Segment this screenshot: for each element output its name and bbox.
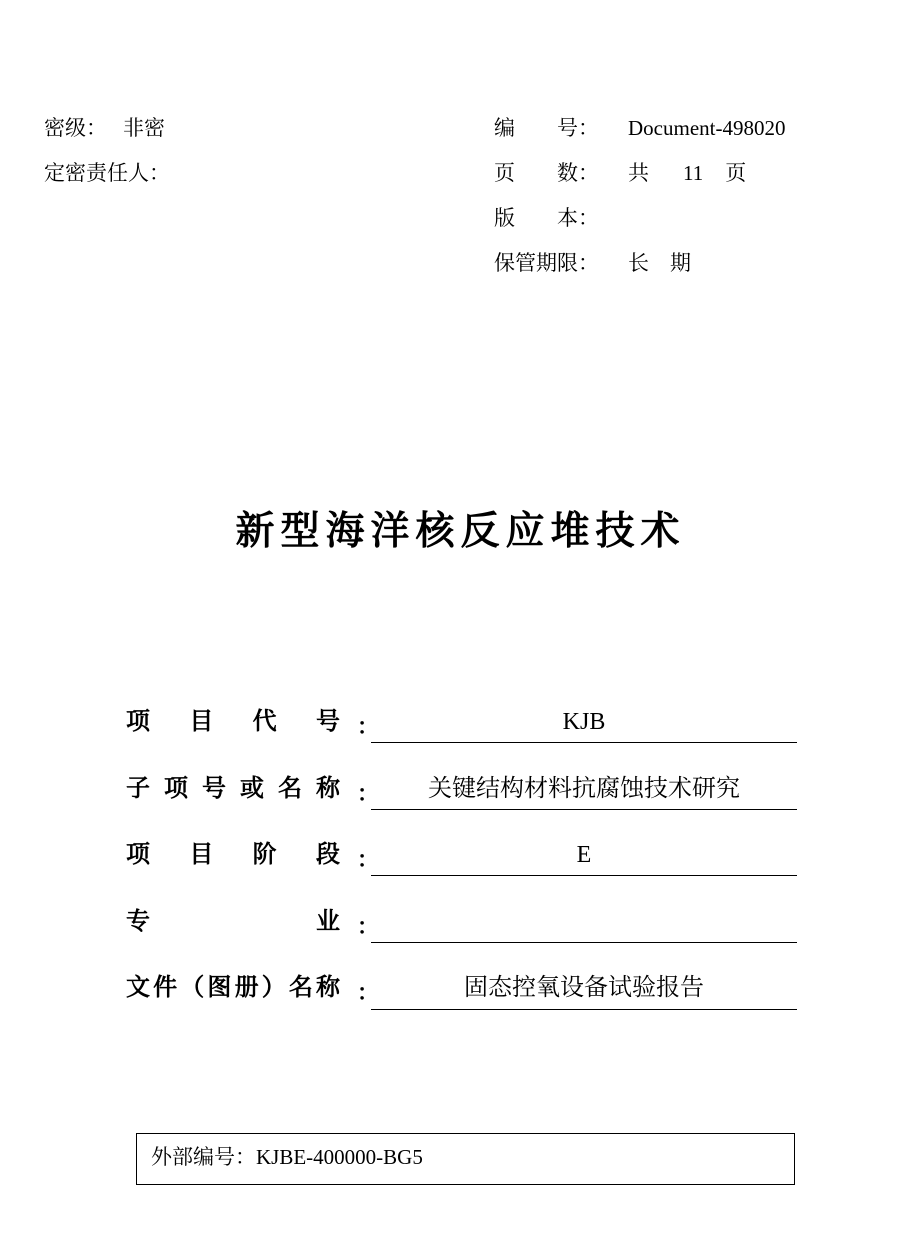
subproject-label: 子项号或名称 (126, 774, 340, 802)
document-name-label: 文件（图册）名称 (126, 973, 340, 1001)
specialty-label: 专业 (126, 907, 340, 935)
project-stage-value: E (576, 842, 592, 868)
project-stage-underline (371, 875, 797, 876)
page-count-prefix: 共 (628, 161, 649, 185)
classification-field (44, 116, 165, 140)
page-count-label: 页 数： (494, 161, 599, 185)
page-count-suffix: 页 (725, 161, 747, 185)
classification-value: 非密 (123, 116, 165, 140)
subproject-underline (371, 809, 797, 810)
responsible-person-field (44, 161, 170, 185)
project-stage-label: 项目阶段 (126, 840, 340, 868)
version-label: 版 本： (494, 206, 599, 230)
specialty-colon: ： (357, 915, 380, 940)
project-code-underline (371, 742, 797, 743)
page-count-number: 11 (683, 161, 704, 185)
document-name-value: 固态控氧设备试验报告 (464, 975, 704, 1001)
subproject-colon: ： (357, 782, 380, 807)
doc-number-value: Document-498020 (628, 116, 786, 140)
specialty-underline (371, 942, 797, 943)
responsible-person-label: 定密责任人： (44, 161, 170, 185)
subproject-value: 关键结构材料抗腐蚀技术研究 (428, 776, 740, 802)
project-code-value: KJB (562, 709, 606, 735)
project-code-label: 项目代号 (126, 707, 340, 735)
document-name-underline (371, 1009, 797, 1010)
external-number-field (151, 1144, 423, 1170)
external-number-value: KJBE-400000-BG5 (256, 1145, 423, 1169)
retention-label: 保管期限： (494, 251, 599, 275)
classification-label: 密级： (44, 116, 107, 140)
document-name-colon: ： (357, 981, 380, 1006)
document-title: 新型海洋核反应堆技术 (235, 509, 686, 554)
retention-value: 长 期 (628, 251, 691, 275)
external-number-box (136, 1133, 795, 1185)
project-code-colon: ： (357, 715, 380, 740)
external-number-label: 外部编号： (151, 1145, 256, 1169)
page-count-value (628, 161, 746, 185)
project-stage-colon: ： (357, 848, 380, 873)
doc-number-label: 编 号： (494, 116, 599, 140)
